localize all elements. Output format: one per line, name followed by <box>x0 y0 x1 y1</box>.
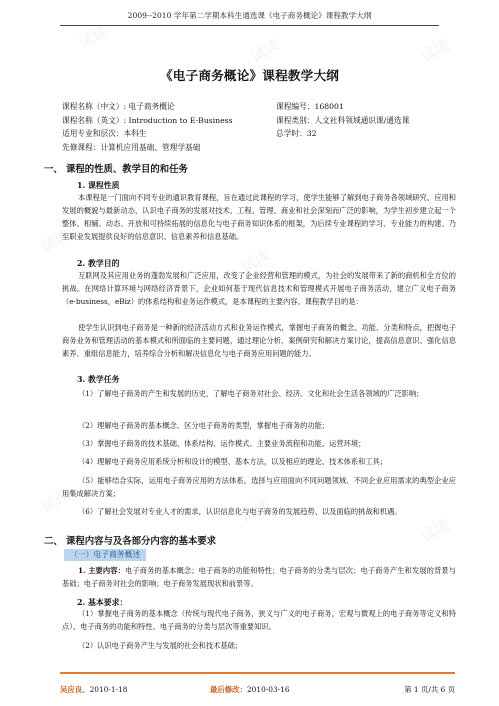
section-number: 一、 <box>44 164 63 175</box>
list-item: （2）理解电子商务的基本概念、区分电子商务的类型，掌握电子商务的功能； <box>78 421 330 430</box>
course-category: 课程类别：人文社科领域通识课/通选课 <box>276 115 410 125</box>
modified-label: 最后修改 <box>210 685 240 694</box>
subsection-heading: 2. 基本要求： <box>77 598 128 607</box>
course-name-cn: 课程名称（中文）: 电子商务概论 <box>62 102 175 111</box>
footer-modified <box>210 684 360 695</box>
list-item: （1）了解电子商务的产生和发展的历史，了解电子商务对社会、经济、文化和社会生活各领域的广泛影响； <box>78 389 424 398</box>
list-item: （4）理解电子商务应用系统分析和设计的模型、基本方法，以及相应的理论、技术体系和工具； <box>78 457 388 466</box>
watermark: 试读 <box>417 515 453 547</box>
document-title: 《电子商务概论》课程教学大纲 <box>159 68 340 83</box>
section-number: 二、 <box>44 536 63 547</box>
total-hours: 总学时：32 <box>276 129 317 139</box>
inline-label: 1. 主要内容： <box>78 566 125 575</box>
course-meta <box>62 100 454 155</box>
paragraph: 本课程是一门面向不同专业的通识教育课程，旨在通过此课程的学习，使学生能够了解到电子商务各领域研究、应用和发展的概貌与最新动态，认识电子商务的发展对技术、工程、管理、商业和社会深刻而广泛的影响，为学生初步建立起一个整体、相辅、动态、开放和可持续拓展的信息化与电子商务知识体系的框架，为后续专业课程的学习、专业能力的构建、乃至职业发展提供良好的信息意识、信息素养和信息基础。 <box>62 193 456 241</box>
section-heading <box>44 533 216 547</box>
author-label: 吴应良 <box>60 685 83 694</box>
meta-row <box>62 114 454 128</box>
subsection-heading: 2. 教学目的 <box>77 259 120 268</box>
page-footer <box>60 672 455 695</box>
meta-row <box>62 100 454 114</box>
meta-row <box>62 141 454 155</box>
paragraph <box>62 565 456 591</box>
watermark: 试读 <box>417 265 453 297</box>
watermark: 试读 <box>37 225 73 257</box>
list-item: （3）掌握电子商务的技术基础、体系结构、运作模式、主要业务流程和功能、运营环境； <box>78 439 366 448</box>
paragraph: 互联网及其应用业务的蓬勃发展和广泛应用，改变了企业经营和管理的模式，为社会的发展带来了新的商机和全方位的挑战。在网络计算环境与网络经济背景下，企业如何基于现代信息技术和管理模式开展电子商务活动，建立广义电子商务（e-business，eBiz）的体系结构和业务运作模式，是本课程的主要内容。课程教学目的是： <box>62 271 456 306</box>
list-item: （5）能够结合实际，运用电子商务应用的方法体系，选择与应用面向不同问题领域、不同企业应用需求的典型企业应用集成解决方案； <box>62 476 456 498</box>
author-date: 、2010-1-18 <box>82 685 128 694</box>
watermark: 试读 <box>237 245 273 277</box>
meta-row <box>62 127 454 141</box>
inline-text: 电子商务的基本概念；电子商务的功能和特性；电子商务的分类与层次；电子商务产生和发展的背景与基础；电子商务对社会的影响；电子商务发展现状和前景等。 <box>62 566 456 588</box>
watermark: 试读 <box>37 485 73 517</box>
watermark: 试读 <box>417 35 453 67</box>
section-title: 课程的性质、教学目的和任务 <box>66 164 188 175</box>
footer-author <box>60 684 210 695</box>
subsection-heading: 1. 课程性质 <box>77 181 120 190</box>
prerequisites: 先修课程：计算机应用基础、管理学基础 <box>62 143 201 153</box>
list-item: （6）了解社会发展对专业人才的需求，认识信息化与电子商务的发展趋势、以及面临的挑战和机遇。 <box>78 507 402 516</box>
running-head: 2009--2010 学年第二学期本科生通选课《电子商务概论》课程教学大纲 <box>60 10 439 26</box>
watermark: 试读 <box>237 495 273 527</box>
section-title: 课程内容与及各部分内容的基本要求 <box>66 536 217 547</box>
page-number: 第 1 页/共 6 页 <box>404 685 455 694</box>
modified-date: ：2010-03-16 <box>239 685 290 694</box>
paragraph: 使学生认识到电子商务是一种新的经济活动方式和业务运作模式，掌握电子商务的概念、功能、分类和特点，把握电子商务业务和管理活动的基本模式和所面临的主要问题，通过理论分析、案例研究和解决方案讨论，提高信息意识、强化信息素养、重组信息能力，培养综合分析和解决信息化与电子商务应用问题的能力。 <box>62 323 456 358</box>
applicable-majors: 适用专业和层次：本科生 <box>62 129 147 139</box>
subsection-box-title: （一）电子商务概述 <box>64 549 146 561</box>
watermark: 试读 <box>75 21 111 53</box>
subsection-heading: 3. 教学任务 <box>77 375 120 384</box>
section-heading <box>44 161 188 175</box>
list-item: （2）认识电子商务产生与发展的社会和技术基础； <box>78 641 243 650</box>
course-name-en: 课程名称（英文）: Introduction to E-Business <box>62 115 233 125</box>
list-item: （1）掌握电子商务的基本概念（传统与现代电子商务，狭义与广义的电子商务，宏观与微观上的电子商务等定义和特点）、电子商务的功能和特性、电子商务的分类与层次等重要知识。 <box>62 609 456 631</box>
watermark: 试读 <box>247 35 283 67</box>
course-code: 课程编号：168001 <box>276 102 344 111</box>
